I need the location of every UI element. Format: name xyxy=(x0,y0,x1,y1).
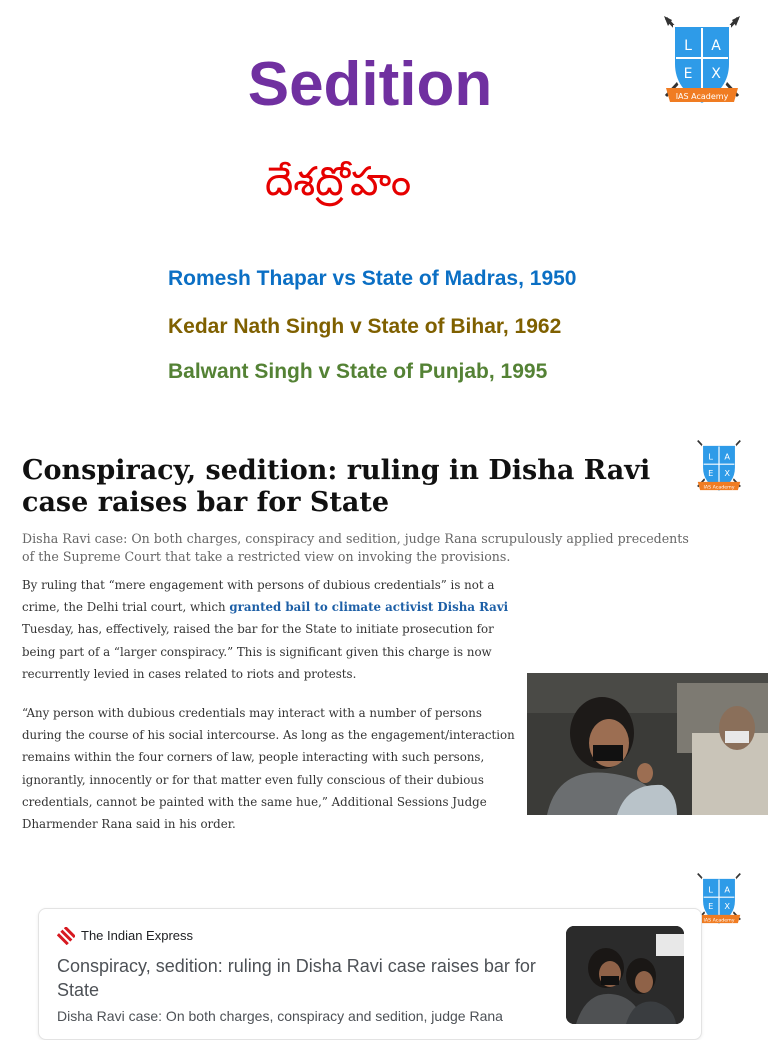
logo-letter: E xyxy=(708,900,714,911)
logo-letter: L xyxy=(684,38,692,54)
para1-text-after: Tuesday, has, effectively, raised the bar for the State to initiate prosecution for being part of a “larger conspiracy.” This is significant given this charge is now recurrently levied in cases related to riots and protests. xyxy=(22,622,494,681)
search-result-snippet: Disha Ravi case: On both charges, conspiracy and sedition, judge Rana xyxy=(57,1008,503,1024)
logo-letter: X xyxy=(724,467,731,478)
indian-express-icon xyxy=(57,927,75,945)
bail-link[interactable]: granted bail to climate activist Disha Ravi xyxy=(229,600,509,615)
article-paragraph-2: “Any person with dubious credentials may interact with a number of persons during the course of his social intercourse. As long as the engagement/interaction remains within the four corners of law, people interacting with such persons, ignorantly, innocently or for that matter even fully conscious of their dubious credentials, cannot be painted with the same hue,” Additional Sessions Judge Dharmender Rana said in his order. xyxy=(22,706,515,831)
logo-letter: E xyxy=(683,66,693,82)
telugu-title: దేశద్రోహం xyxy=(265,159,412,205)
case-romesh-thapar: Romesh Thapar vs State of Madras, 1950 xyxy=(168,267,577,290)
case-balwant-singh: Balwant Singh v State of Punjab, 1995 xyxy=(168,360,548,383)
logo-banner-text: IAS Academy xyxy=(703,918,735,924)
logo-letter: A xyxy=(724,451,731,462)
logo-letter: L xyxy=(708,451,714,462)
article-paragraph-1 xyxy=(22,574,522,685)
laex-logo-icon xyxy=(658,12,746,117)
logo-banner-text: IAS Academy xyxy=(675,92,729,101)
logo-letter: X xyxy=(711,66,721,82)
logo-letter: L xyxy=(708,884,714,895)
search-result-thumbnail xyxy=(566,926,684,1024)
article-headline: Conspiracy, sedition: ruling in Disha Ravi case raises bar for State xyxy=(22,455,651,518)
search-result-source: The Indian Express xyxy=(81,928,194,943)
logo-letter: A xyxy=(711,38,721,54)
logo-letter: X xyxy=(724,900,731,911)
logo-letter: E xyxy=(708,467,714,478)
para1-text-before: By ruling that “mere engagement with persons of dubious credentials” is not a crime, the Delhi trial court, which xyxy=(22,578,495,615)
search-result-title[interactable]: Conspiracy, sedition: ruling in Disha Ravi case raises bar for State xyxy=(57,956,536,1001)
case-kedar-nath-singh: Kedar Nath Singh v State of Bihar, 1962 xyxy=(168,315,562,338)
slide-title: Sedition xyxy=(247,50,493,119)
laex-logo-icon xyxy=(686,437,752,499)
article-subheadline: Disha Ravi case: On both charges, conspiracy and sedition, judge Rana scrupulously applied precedents of the Supreme Court that take a restricted view on invoking the provisions. xyxy=(22,531,689,565)
logo-banner-text: IAS Academy xyxy=(703,485,735,491)
logo-letter: A xyxy=(724,884,731,895)
article-photo xyxy=(527,673,768,815)
